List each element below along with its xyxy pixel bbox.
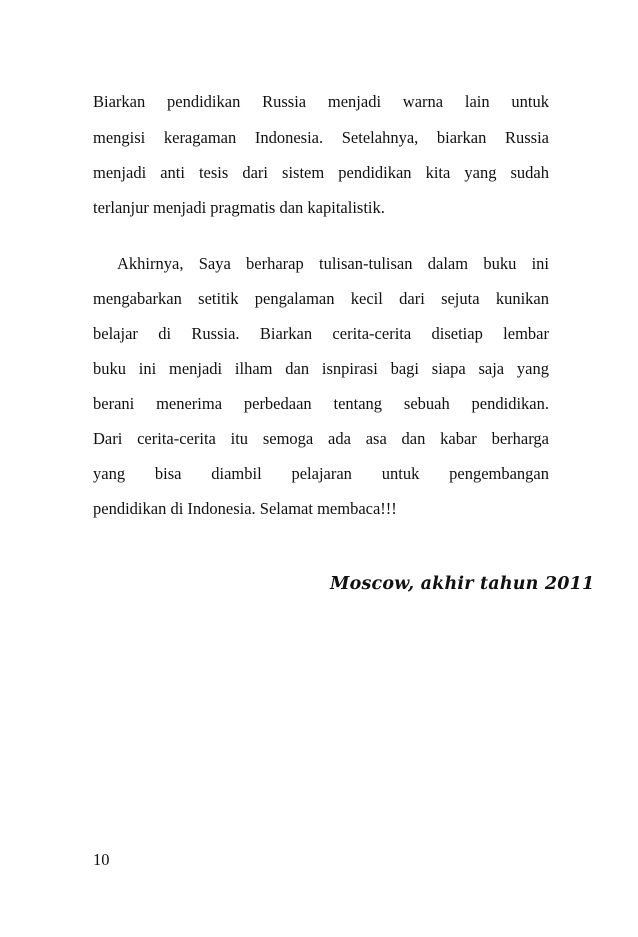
paragraph-2-line-5: berani menerima perbedaan tentang sebuah pendidikan. xyxy=(93,394,549,413)
paragraph-2-line-4: buku ini menjadi ilham dan isnpirasi bagi siapa saja yang xyxy=(93,359,549,378)
paragraph-2-line-6: Dari cerita-cerita itu semoga ada asa dan kabar berharga xyxy=(93,429,549,448)
page-number: 10 xyxy=(93,850,110,869)
paragraph-1-line-4: terlanjur menjadi pragmatis dan kapitalistik. xyxy=(93,198,385,217)
paragraph-2-line-1: Akhirnya, Saya berharap tulisan-tulisan dalam buku ini xyxy=(117,254,549,273)
paragraph-2-line-8: pendidikan di Indonesia. Selamat membaca!!! xyxy=(93,499,397,518)
paragraph-1-line-1: Biarkan pendidikan Russia menjadi warna lain untuk xyxy=(93,92,549,111)
paragraph-1-line-3: menjadi anti tesis dari sistem pendidikan kita yang sudah xyxy=(93,163,549,182)
paragraph-2-line-3: belajar di Russia. Biarkan cerita-cerita disetiap lembar xyxy=(93,324,549,343)
signature-place-date: Moscow, akhir tahun 2011 xyxy=(330,574,595,594)
paragraph-2-line-2: mengabarkan setitik pengalaman kecil dari sejuta kunikan xyxy=(93,289,549,308)
paragraph-1-line-2: mengisi keragaman Indonesia. Setelahnya, biarkan Russia xyxy=(93,128,549,147)
paragraph-2-line-7: yang bisa diambil pelajaran untuk pengembangan xyxy=(93,464,549,483)
